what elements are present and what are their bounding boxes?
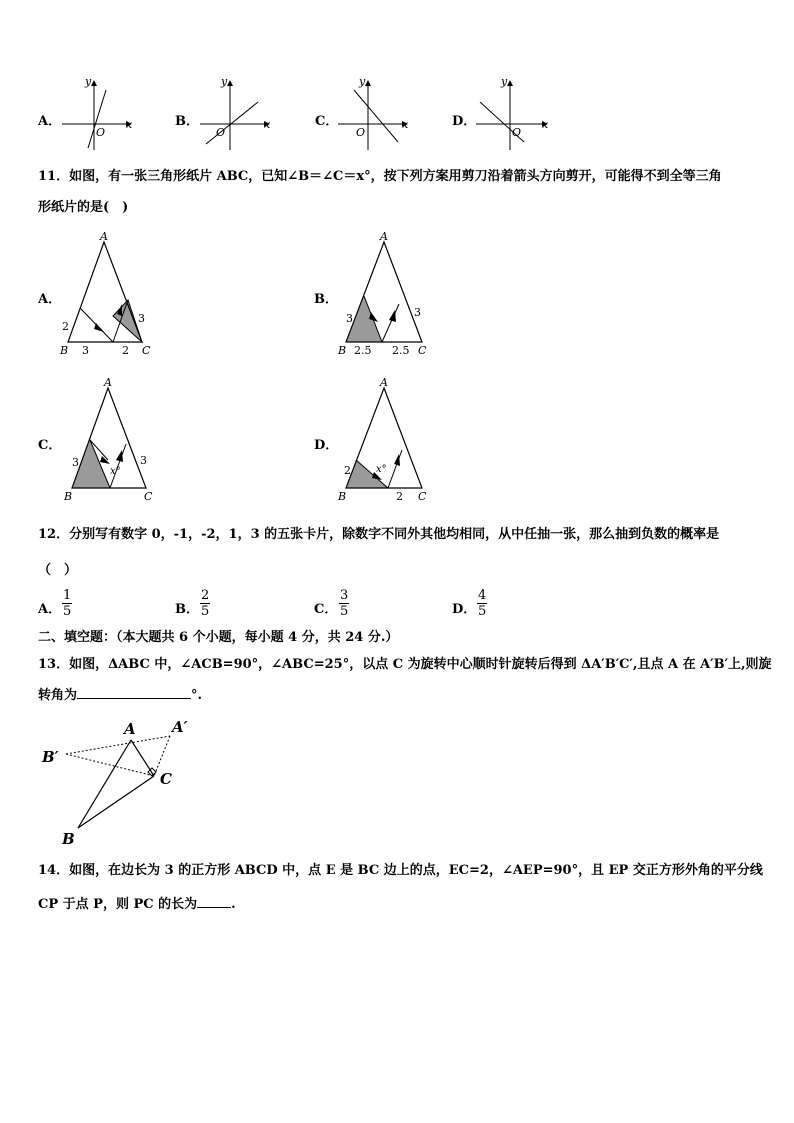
section-heading: 二、填空题：（本大题共 6 个小题，每小题 4 分，共 24 分.） [38,630,399,645]
q10-graph-a [58,76,138,152]
option-letter: B． [175,114,199,129]
svg-text:3: 3 [72,456,79,469]
svg-text:A: A [380,230,388,243]
svg-text:A: A [100,230,108,243]
svg-text:y: y [221,76,228,88]
option-letter: A． [38,114,62,129]
svg-text:2.5: 2.5 [392,344,410,357]
svg-text:2: 2 [396,490,403,503]
svg-text:x°: x° [110,466,121,477]
svg-text:A: A [124,720,136,738]
fraction: $\frac{1}{5}$ [63,588,72,619]
q14-text-line2: CP 于点 P，则 PC 的长为 . [38,897,236,912]
svg-text:B: B [60,344,69,357]
q11-figure-c [60,376,170,504]
q14-text-line1: 14．如图，在边长为 3 的正方形 ABCD 中，点 E 是 BC 边上的点，EC=2，∠AEP=90°，且 EP 交正方形外角的平分线 [38,863,763,878]
svg-text:2: 2 [122,344,129,357]
option-letter: C． [38,438,62,453]
svg-text:B: B [338,344,347,357]
option-letter: D． [452,114,477,129]
q11-text-line2: 形纸片的是( ) [38,200,129,215]
svg-text:O: O [356,126,366,139]
answer-blank[interactable] [197,907,231,908]
option-letter: C． [315,114,339,129]
option-letter: B． [175,602,199,617]
svg-text:B: B [62,830,75,848]
option-letter: B． [314,292,338,307]
svg-text:3: 3 [346,312,353,325]
q13-figure [38,714,208,852]
svg-text:2: 2 [62,320,69,333]
svg-text:A: A [104,376,112,389]
q10-graph-c [334,76,414,152]
q12-text-line1: 12．分别写有数字 0，-1，-2，1，3 的五张卡片，除数字不同外其他均相同，从中任抽一张，那么抽到负数的概率是 [38,527,720,542]
svg-text:A′: A′ [172,718,188,736]
q10-graph-d [472,76,556,152]
svg-text:C: C [160,770,172,788]
svg-text:B′: B′ [42,748,59,766]
option-letter: D． [314,438,339,453]
svg-text:2: 2 [344,464,351,477]
svg-text:O: O [96,126,106,139]
option-letter: C． [314,602,338,617]
option-letter: A． [38,292,62,307]
svg-text:3: 3 [82,344,89,357]
svg-text:B: B [64,490,73,503]
q11-figure-b [334,230,444,358]
fraction: $\frac{3}{5}$ [340,588,349,619]
svg-text:y: y [85,76,92,88]
svg-text:3: 3 [414,306,421,319]
svg-text:3: 3 [138,312,145,325]
svg-text:x: x [542,118,549,131]
svg-text:O: O [512,126,522,139]
svg-text:x: x [264,118,271,131]
svg-text:A: A [380,376,388,389]
svg-text:x: x [126,118,133,131]
svg-text:x: x [402,118,409,131]
svg-text:C: C [418,344,427,357]
q11-figure-d [334,376,444,504]
svg-text:C: C [142,344,151,357]
svg-text:y: y [501,76,508,88]
q12-text-line2: （ ） [38,563,78,578]
q13-text-line1: 13．如图，ΔABC 中，∠ACB=90°，∠ABC=25°，以点 C 为旋转中心顺时针旋转后得到 ΔA′B′C′,且点 A 在 A′B′上,则旋 [38,657,772,672]
fraction: $\frac{2}{5}$ [201,588,210,619]
answer-blank[interactable] [77,698,191,699]
fraction: $\frac{4}{5}$ [478,588,487,619]
q11-figure-a [56,230,166,358]
svg-text:B: B [338,490,347,503]
svg-text:x°: x° [376,464,387,475]
svg-text:C: C [144,490,153,503]
svg-text:2.5: 2.5 [354,344,372,357]
svg-text:C: C [418,490,427,503]
option-letter: D． [452,602,477,617]
svg-text:O: O [216,126,226,139]
q13-text-line2: 转角为 °. [38,688,203,703]
svg-text:3: 3 [140,454,147,467]
option-letter: A． [38,602,62,617]
q11-text-line1: 11．如图，有一张三角形纸片 ABC，已知∠B＝∠C＝x°，按下列方案用剪刀沿着箭头方向剪开，可能得不到全等三角 [38,169,722,184]
svg-text:y: y [359,76,366,88]
q10-graph-b [196,76,276,152]
